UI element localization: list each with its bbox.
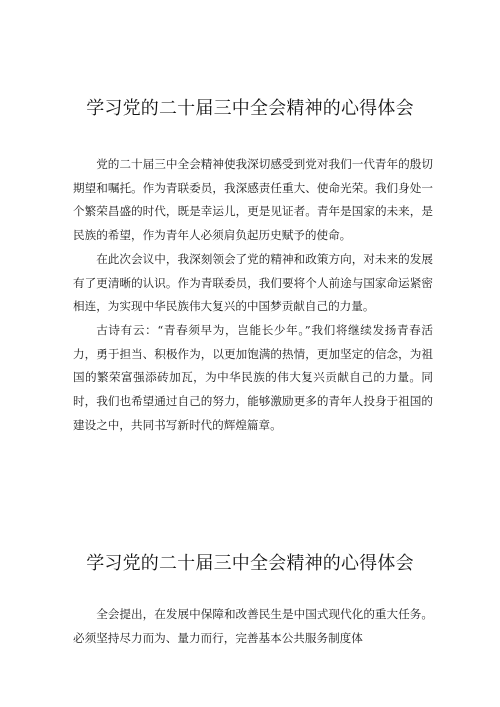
section-title: 学习党的二十届三中全会精神的心得体会 (86, 98, 414, 119)
section-body (73, 603, 433, 650)
section-body (73, 153, 433, 437)
paragraph: 全会提出，在发展中保障和改善民生是中国式现代化的重大任务。必须坚持尽力而为、量力而行，完善基本公共服务制度体 (73, 607, 433, 645)
paragraph: 古诗有云：“青春须早为，岂能长少年。”我们将继续发扬青春活力，勇于担当、积极作为，以更加饱满的热情，更加坚定的信念，为祖国的繁荣富强添砖加瓦，为中华民族的伟大复兴贡献自己的力量。同时，我们也希望通过自己的努力，能够激励更多的青年人投身于祖国的建设之中，共同书写新时代的辉煌篇章。 (73, 322, 433, 432)
section-title: 学习党的二十届三中全会精神的心得体会 (86, 553, 414, 574)
paragraph: 党的二十届三中全会精神使我深切感受到党对我们一代青年的殷切期望和嘱托。作为青联委员，我深感责任重大、使命光荣。我们身处一个繁荣昌盛的时代，既是幸运儿，更是见证者。青年是国家的未来，是民族的希望，作为青年人必须肩负起历史赋予的使命。 (73, 157, 433, 243)
paragraph: 在此次会议中，我深刻领会了党的精神和政策方向，对未来的发展有了更清晰的认识。作为青联委员，我们要将个人前途与国家命运紧密相连，为实现中华民族伟大复兴的中国梦贡献自己的力量。 (73, 251, 433, 314)
